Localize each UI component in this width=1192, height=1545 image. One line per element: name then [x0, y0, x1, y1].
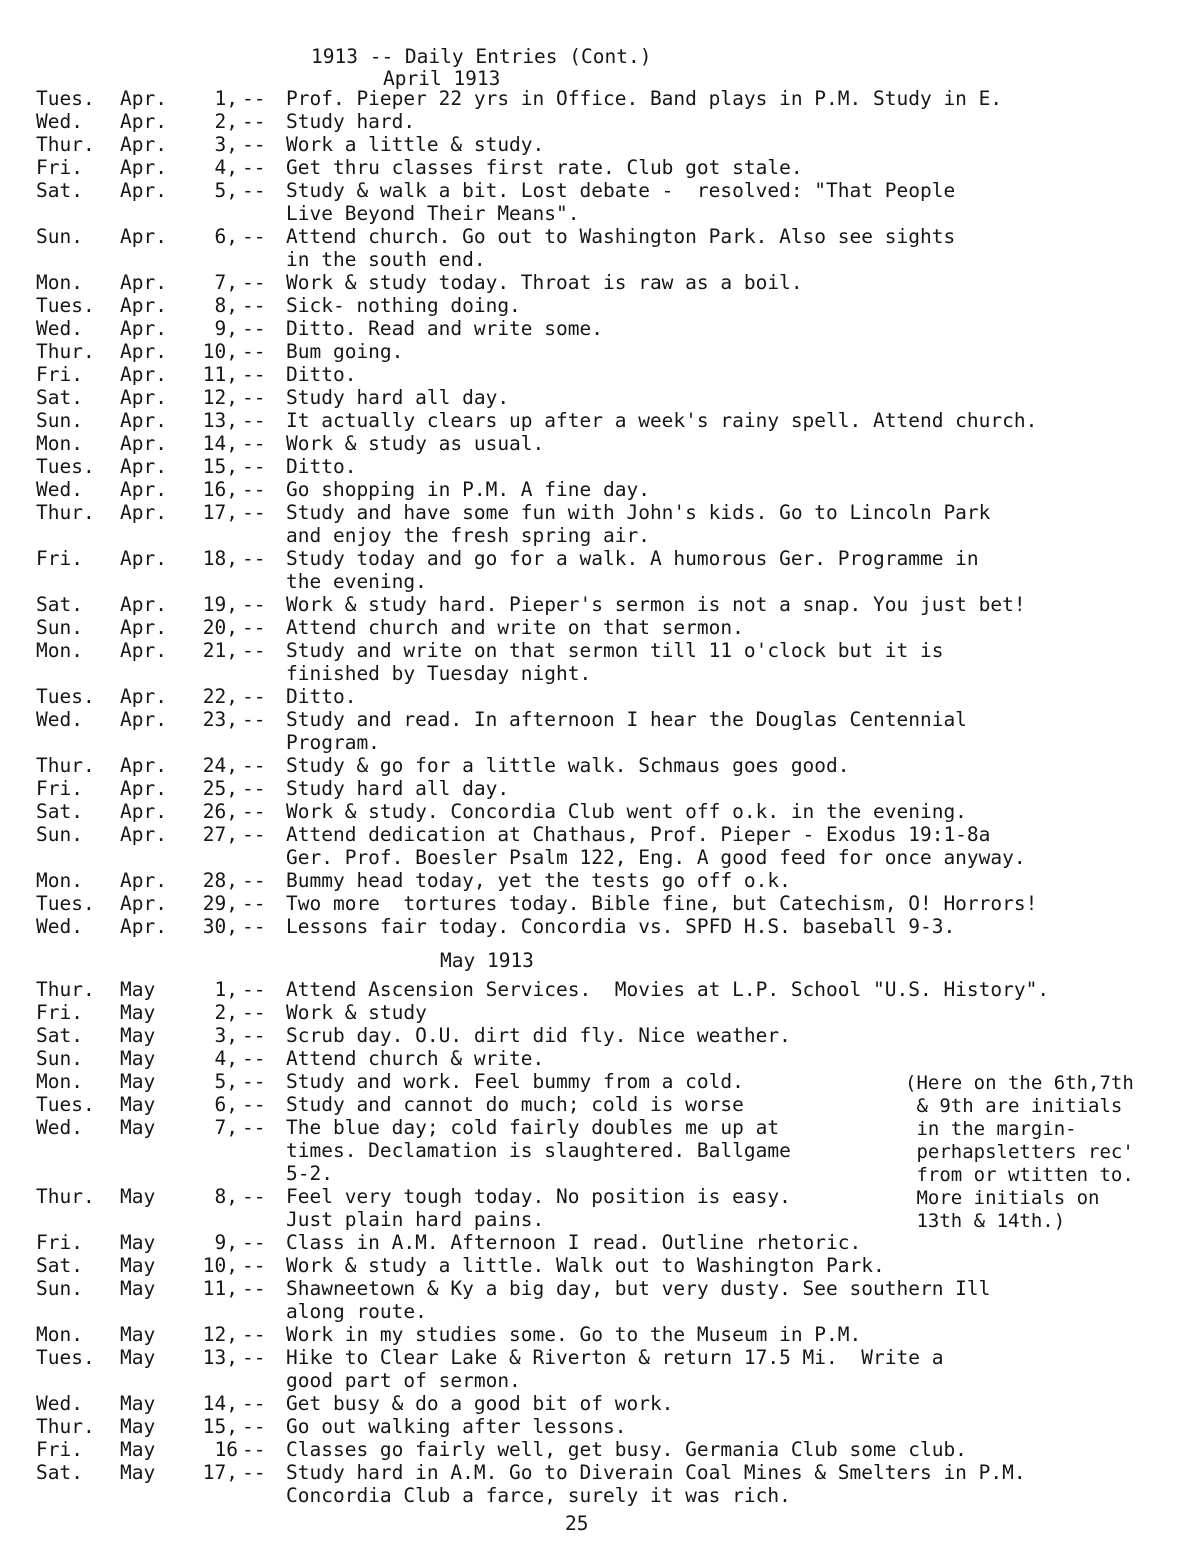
- entry-text: Ditto. Read and write some.: [286, 317, 603, 340]
- entry-month: Apr.: [120, 271, 167, 294]
- entry-text: Sick- nothing doing.: [286, 294, 521, 317]
- entry-row: [36, 1323, 1186, 1346]
- entry-row: [36, 363, 1186, 386]
- entry-date: 27,: [202, 823, 238, 846]
- entry-text: Work & study as usual.: [286, 432, 545, 455]
- entry-row: [36, 593, 1186, 616]
- entry-month: Apr.: [120, 616, 167, 639]
- entry-date: 2,: [214, 110, 238, 133]
- entry-row: [36, 547, 1186, 570]
- entry-date: 14,: [202, 432, 238, 455]
- entry-day: Wed.: [36, 1392, 83, 1415]
- entry-row: [36, 294, 1186, 317]
- april-entries: [36, 87, 1186, 938]
- entry-month: May: [120, 1346, 156, 1369]
- entry-row: [36, 639, 1186, 662]
- entry-text: Shawneetown & Ky a big day, but very dusty. See southern Ill: [286, 1277, 991, 1300]
- entry-separator: --: [242, 409, 266, 432]
- month-heading-april: April 1913: [383, 67, 501, 90]
- entry-date: 16: [214, 1438, 238, 1461]
- entry-month: May: [120, 1415, 156, 1438]
- entry-text: Work & study: [286, 1001, 427, 1024]
- entry-row: [36, 1461, 1186, 1484]
- entry-text: Study and have some fun with John's kids. Go to Lincoln Park: [286, 501, 991, 524]
- entry-day: Tues.: [36, 892, 95, 915]
- entry-separator: --: [242, 271, 266, 294]
- entry-row: [36, 754, 1186, 777]
- entry-month: Apr.: [120, 110, 167, 133]
- entry-date: 11,: [202, 363, 238, 386]
- entry-text: Get thru classes first rate. Club got stale.: [286, 156, 803, 179]
- entry-month: May: [120, 1070, 156, 1093]
- entry-month: Apr.: [120, 432, 167, 455]
- entry-row: [36, 225, 1186, 248]
- entry-separator: --: [242, 1254, 266, 1277]
- entry-day: Wed.: [36, 915, 83, 938]
- entry-row: [36, 1277, 1186, 1300]
- entry-month: Apr.: [120, 685, 167, 708]
- entry-month: Apr.: [120, 225, 167, 248]
- entry-row: [36, 1024, 1186, 1047]
- entry-date: 28,: [202, 869, 238, 892]
- entry-date: 9,: [214, 1231, 238, 1254]
- entry-row: [36, 501, 1186, 524]
- entry-date: 19,: [202, 593, 238, 616]
- entry-month: May: [120, 1047, 156, 1070]
- entry-row: [36, 777, 1186, 800]
- entry-separator: --: [242, 1346, 266, 1369]
- entry-continuation: good part of sermon.: [286, 1369, 521, 1392]
- entry-separator: --: [242, 1415, 266, 1438]
- entry-month: Apr.: [120, 593, 167, 616]
- entry-day: Wed.: [36, 317, 83, 340]
- entry-month: Apr.: [120, 869, 167, 892]
- entry-day: Sun.: [36, 225, 83, 248]
- entry-day: Sun.: [36, 409, 83, 432]
- entry-separator: --: [242, 501, 266, 524]
- entry-date: 12,: [202, 1323, 238, 1346]
- entry-separator: --: [242, 892, 266, 915]
- entry-row: [36, 271, 1186, 294]
- entry-month: Apr.: [120, 317, 167, 340]
- entry-date: 4,: [214, 1047, 238, 1070]
- entry-separator: --: [242, 133, 266, 156]
- entry-text: Go shopping in P.M. A fine day.: [286, 478, 650, 501]
- entry-month: Apr.: [120, 179, 167, 202]
- entry-row: [36, 1415, 1186, 1438]
- entry-day: Sun.: [36, 823, 83, 846]
- entry-row: [36, 978, 1186, 1001]
- entry-row: [36, 1346, 1186, 1369]
- entry-text: Scrub day. O.U. dirt did fly. Nice weather.: [286, 1024, 791, 1047]
- entry-date: 8,: [214, 1185, 238, 1208]
- entry-day: Mon.: [36, 271, 83, 294]
- entry-day: Tues.: [36, 87, 95, 110]
- entry-date: 1,: [214, 87, 238, 110]
- entry-row: [36, 708, 1186, 731]
- entry-separator: --: [242, 978, 266, 1001]
- entry-text: Work & study. Concordia Club went off o.k. in the evening.: [286, 800, 967, 823]
- entry-day: Thur.: [36, 340, 95, 363]
- entry-month: May: [120, 1254, 156, 1277]
- entry-day: Sat.: [36, 179, 83, 202]
- entry-day: Thur.: [36, 754, 95, 777]
- entry-month: May: [120, 1024, 156, 1047]
- entry-separator: --: [242, 593, 266, 616]
- entry-day: Fri.: [36, 1001, 83, 1024]
- entry-month: May: [120, 1231, 156, 1254]
- entry-date: 22,: [202, 685, 238, 708]
- entry-continuation: Ger. Prof. Boesler Psalm 122, Eng. A good feed for once anyway.: [286, 846, 1026, 869]
- entry-continuation: in the south end.: [286, 248, 486, 271]
- entry-text: Work in my studies some. Go to the Museum in P.M.: [286, 1323, 862, 1346]
- entry-row: [36, 1392, 1186, 1415]
- entry-text: Ditto.: [286, 455, 357, 478]
- entry-separator: --: [242, 1438, 266, 1461]
- entry-day: Fri.: [36, 547, 83, 570]
- entry-separator: --: [242, 294, 266, 317]
- entry-row: [36, 317, 1186, 340]
- entry-date: 3,: [214, 1024, 238, 1047]
- entry-text: Study hard in A.M. Go to Diverain Coal Mines & Smelters in P.M.: [286, 1461, 1026, 1484]
- entry-month: May: [120, 1001, 156, 1024]
- entry-row: [36, 386, 1186, 409]
- entry-month: Apr.: [120, 478, 167, 501]
- entry-separator: --: [242, 1070, 266, 1093]
- entry-date: 17,: [202, 501, 238, 524]
- entry-day: Mon.: [36, 1070, 83, 1093]
- entry-month: Apr.: [120, 363, 167, 386]
- entry-day: Thur.: [36, 501, 95, 524]
- entry-day: Fri.: [36, 1231, 83, 1254]
- entry-continuation: and enjoy the fresh spring air.: [286, 524, 650, 547]
- entry-text: The blue day; cold fairly doubles me up at: [286, 1116, 780, 1139]
- entry-separator: --: [242, 317, 266, 340]
- entry-day: Thur.: [36, 133, 95, 156]
- entry-text: Lessons fair today. Concordia vs. SPFD H.S. baseball 9-3.: [286, 915, 956, 938]
- may-entries: [36, 978, 1186, 1507]
- entry-date: 17,: [202, 1461, 238, 1484]
- entry-row: [36, 156, 1186, 179]
- entry-row: [36, 616, 1186, 639]
- entry-day: Fri.: [36, 777, 83, 800]
- entry-date: 10,: [202, 1254, 238, 1277]
- month-heading-may: May 1913: [440, 949, 534, 972]
- entry-row: [36, 110, 1186, 133]
- entry-row: [36, 869, 1186, 892]
- entry-row: [36, 133, 1186, 156]
- entry-month: Apr.: [120, 386, 167, 409]
- entry-text: Study hard.: [286, 110, 416, 133]
- entry-continuation: Live Beyond Their Means".: [286, 202, 580, 225]
- entry-row: [36, 409, 1186, 432]
- entry-separator: --: [242, 685, 266, 708]
- entry-separator: --: [242, 800, 266, 823]
- entry-month: Apr.: [120, 892, 167, 915]
- entry-month: Apr.: [120, 915, 167, 938]
- entry-text: Study today and go for a walk. A humorous Ger. Programme in: [286, 547, 979, 570]
- entry-date: 4,: [214, 156, 238, 179]
- entry-text: Work a little & study.: [286, 133, 545, 156]
- entry-month: Apr.: [120, 823, 167, 846]
- entry-date: 5,: [214, 1070, 238, 1093]
- entry-text: Study hard all day.: [286, 777, 510, 800]
- entry-text: Attend church. Go out to Washington Park. Also see sights: [286, 225, 956, 248]
- entry-month: Apr.: [120, 409, 167, 432]
- entry-row: [36, 179, 1186, 202]
- entry-month: May: [120, 1093, 156, 1116]
- entry-day: Sat.: [36, 800, 83, 823]
- entry-separator: --: [242, 1392, 266, 1415]
- entry-date: 15,: [202, 455, 238, 478]
- entry-month: May: [120, 1438, 156, 1461]
- entry-row: [36, 478, 1186, 501]
- entry-month: Apr.: [120, 639, 167, 662]
- entry-month: May: [120, 978, 156, 1001]
- entry-day: Sat.: [36, 1024, 83, 1047]
- entry-row: [36, 1438, 1186, 1461]
- entry-continuation: Program.: [286, 731, 380, 754]
- entry-row: [36, 87, 1186, 110]
- entry-text: Classes go fairly well, get busy. Germania Club some club.: [286, 1438, 967, 1461]
- entry-date: 29,: [202, 892, 238, 915]
- entry-separator: --: [242, 363, 266, 386]
- entry-separator: --: [242, 1024, 266, 1047]
- entry-text: Hike to Clear Lake & Riverton & return 17.5 Mi. Write a: [286, 1346, 944, 1369]
- entry-text: Prof. Pieper 22 yrs in Office. Band plays in P.M. Study in E.: [286, 87, 1003, 110]
- entry-text: Attend dedication at Chathaus, Prof. Pieper - Exodus 19:1-8a: [286, 823, 991, 846]
- entry-day: Sat.: [36, 593, 83, 616]
- entry-day: Sun.: [36, 1277, 83, 1300]
- entry-month: Apr.: [120, 708, 167, 731]
- entry-date: 11,: [202, 1277, 238, 1300]
- entry-separator: --: [242, 777, 266, 800]
- entry-day: Tues.: [36, 294, 95, 317]
- page-title: 1913 -- Daily Entries (Cont.): [311, 45, 652, 68]
- entry-continuation: times. Declamation is slaughtered. Ballgame: [286, 1139, 791, 1162]
- entry-date: 21,: [202, 639, 238, 662]
- entry-date: 18,: [202, 547, 238, 570]
- entry-row: [36, 455, 1186, 478]
- entry-day: Sun.: [36, 616, 83, 639]
- entry-text: Ditto.: [286, 685, 357, 708]
- entry-separator: --: [242, 156, 266, 179]
- entry-date: 13,: [202, 1346, 238, 1369]
- entry-text: Work & study a little. Walk out to Washington Park.: [286, 1254, 885, 1277]
- entry-date: 14,: [202, 1392, 238, 1415]
- entry-month: Apr.: [120, 800, 167, 823]
- entry-month: Apr.: [120, 547, 167, 570]
- entry-separator: --: [242, 616, 266, 639]
- entry-separator: --: [242, 1001, 266, 1024]
- entry-date: 2,: [214, 1001, 238, 1024]
- entry-day: Fri.: [36, 156, 83, 179]
- entry-day: Wed.: [36, 708, 83, 731]
- entry-row: [36, 1231, 1186, 1254]
- entry-text: Feel very tough today. No position is easy.: [286, 1185, 791, 1208]
- entry-continuation: the evening.: [286, 570, 427, 593]
- entry-day: Thur.: [36, 1185, 95, 1208]
- entry-text: Two more tortures today. Bible fine, but Catechism, O! Horrors!: [286, 892, 1038, 915]
- entry-row: [36, 915, 1186, 938]
- entry-row: [36, 892, 1186, 915]
- entry-separator: --: [242, 432, 266, 455]
- entry-text: Bum going.: [286, 340, 404, 363]
- entry-month: Apr.: [120, 87, 167, 110]
- entry-continuation: Just plain hard pains.: [286, 1208, 545, 1231]
- entry-text: Study and cannot do much; cold is worse: [286, 1093, 744, 1116]
- entry-day: Mon.: [36, 1323, 83, 1346]
- entry-text: Study and write on that sermon till 11 o'clock but it is: [286, 639, 944, 662]
- entry-separator: --: [242, 225, 266, 248]
- entry-separator: --: [242, 455, 266, 478]
- entry-text: Attend church and write on that sermon.: [286, 616, 744, 639]
- entry-month: May: [120, 1116, 156, 1139]
- entry-date: 25,: [202, 777, 238, 800]
- entry-month: Apr.: [120, 501, 167, 524]
- entry-separator: --: [242, 754, 266, 777]
- entry-day: Tues.: [36, 1346, 95, 1369]
- entry-row: [36, 340, 1186, 363]
- entry-date: 20,: [202, 616, 238, 639]
- entry-separator: --: [242, 547, 266, 570]
- entry-separator: --: [242, 823, 266, 846]
- entry-day: Tues.: [36, 455, 95, 478]
- entry-month: Apr.: [120, 754, 167, 777]
- entry-date: 12,: [202, 386, 238, 409]
- entry-month: May: [120, 1392, 156, 1415]
- entry-separator: --: [242, 1231, 266, 1254]
- entry-day: Thur.: [36, 1415, 95, 1438]
- entry-text: Study & go for a little walk. Schmaus goes good.: [286, 754, 850, 777]
- entry-row: [36, 1001, 1186, 1024]
- entry-row: [36, 1047, 1186, 1070]
- entry-separator: --: [242, 478, 266, 501]
- entry-month: Apr.: [120, 156, 167, 179]
- entry-date: 26,: [202, 800, 238, 823]
- entry-day: Wed.: [36, 478, 83, 501]
- entry-day: Wed.: [36, 1116, 83, 1139]
- entry-day: Sun.: [36, 1047, 83, 1070]
- entry-day: Tues.: [36, 685, 95, 708]
- entry-day: Sat.: [36, 1254, 83, 1277]
- entry-text: It actually clears up after a week's rainy spell. Attend church.: [286, 409, 1038, 432]
- entry-day: Tues.: [36, 1093, 95, 1116]
- entry-date: 10,: [202, 340, 238, 363]
- entry-text: Ditto.: [286, 363, 357, 386]
- entry-separator: --: [242, 1277, 266, 1300]
- entry-date: 24,: [202, 754, 238, 777]
- entry-continuation: finished by Tuesday night.: [286, 662, 592, 685]
- entry-separator: --: [242, 386, 266, 409]
- entry-day: Mon.: [36, 639, 83, 662]
- entry-date: 15,: [202, 1415, 238, 1438]
- entry-row: [36, 1254, 1186, 1277]
- entry-text: Bummy head today, yet the tests go off o.k.: [286, 869, 791, 892]
- entry-date: 6,: [214, 1093, 238, 1116]
- entry-separator: --: [242, 639, 266, 662]
- entry-day: Fri.: [36, 1438, 83, 1461]
- entry-text: Study and work. Feel bummy from a cold.: [286, 1070, 744, 1093]
- entry-day: Wed.: [36, 110, 83, 133]
- entry-text: Attend church & write.: [286, 1047, 545, 1070]
- entry-date: 3,: [214, 133, 238, 156]
- entry-day: Fri.: [36, 363, 83, 386]
- entry-text: Study and read. In afternoon I hear the Douglas Centennial: [286, 708, 967, 731]
- entry-continuation: 5-2.: [286, 1162, 333, 1185]
- entry-month: Apr.: [120, 294, 167, 317]
- entry-date: 23,: [202, 708, 238, 731]
- entry-row: [36, 823, 1186, 846]
- entry-row: [36, 432, 1186, 455]
- entry-month: Apr.: [120, 455, 167, 478]
- entry-separator: --: [242, 1185, 266, 1208]
- entry-text: Go out walking after lessons.: [286, 1415, 627, 1438]
- entry-separator: --: [242, 915, 266, 938]
- entry-row: [36, 800, 1186, 823]
- entry-month: May: [120, 1323, 156, 1346]
- entry-date: 5,: [214, 179, 238, 202]
- entry-text: Get busy & do a good bit of work.: [286, 1392, 674, 1415]
- margin-note: (Here on the 6th,7th & 9th are initials in the margin- perhapsletters rec' from or wtitten to. More initials on 13th & 14th.): [905, 1072, 1134, 1232]
- entry-continuation: Concordia Club a farce, surely it was rich.: [286, 1484, 791, 1507]
- entry-date: 6,: [214, 225, 238, 248]
- entry-text: Class in A.M. Afternoon I read. Outline rhetoric.: [286, 1231, 862, 1254]
- entry-text: Study hard all day.: [286, 386, 510, 409]
- entry-date: 1,: [214, 978, 238, 1001]
- entry-date: 9,: [214, 317, 238, 340]
- entry-separator: --: [242, 87, 266, 110]
- entry-separator: --: [242, 869, 266, 892]
- entry-text: Work & study today. Throat is raw as a boil.: [286, 271, 803, 294]
- entry-month: May: [120, 1461, 156, 1484]
- entry-date: 30,: [202, 915, 238, 938]
- entry-text: Attend Ascension Services. Movies at L.P. School "U.S. History".: [286, 978, 1050, 1001]
- page-number: 25: [565, 1512, 589, 1535]
- entry-date: 8,: [214, 294, 238, 317]
- entry-date: 13,: [202, 409, 238, 432]
- entry-month: Apr.: [120, 777, 167, 800]
- entry-day: Thur.: [36, 978, 95, 1001]
- entry-month: May: [120, 1277, 156, 1300]
- entry-separator: --: [242, 1323, 266, 1346]
- entry-month: May: [120, 1185, 156, 1208]
- entry-month: Apr.: [120, 340, 167, 363]
- entry-month: Apr.: [120, 133, 167, 156]
- entry-date: 7,: [214, 1116, 238, 1139]
- entry-row: [36, 685, 1186, 708]
- entry-date: 16,: [202, 478, 238, 501]
- entry-text: Work & study hard. Pieper's sermon is not a snap. You just bet!: [286, 593, 1026, 616]
- entry-continuation: along route.: [286, 1300, 427, 1323]
- entry-day: Sat.: [36, 386, 83, 409]
- entry-day: Sat.: [36, 1461, 83, 1484]
- entry-separator: --: [242, 1047, 266, 1070]
- entry-text: Study & walk a bit. Lost debate - resolved: "That People: [286, 179, 956, 202]
- entry-separator: --: [242, 708, 266, 731]
- entry-separator: --: [242, 340, 266, 363]
- entry-separator: --: [242, 1093, 266, 1116]
- entry-separator: --: [242, 1461, 266, 1484]
- entry-separator: --: [242, 179, 266, 202]
- entry-separator: --: [242, 1116, 266, 1139]
- entry-date: 7,: [214, 271, 238, 294]
- entry-separator: --: [242, 110, 266, 133]
- entry-day: Mon.: [36, 869, 83, 892]
- entry-day: Mon.: [36, 432, 83, 455]
